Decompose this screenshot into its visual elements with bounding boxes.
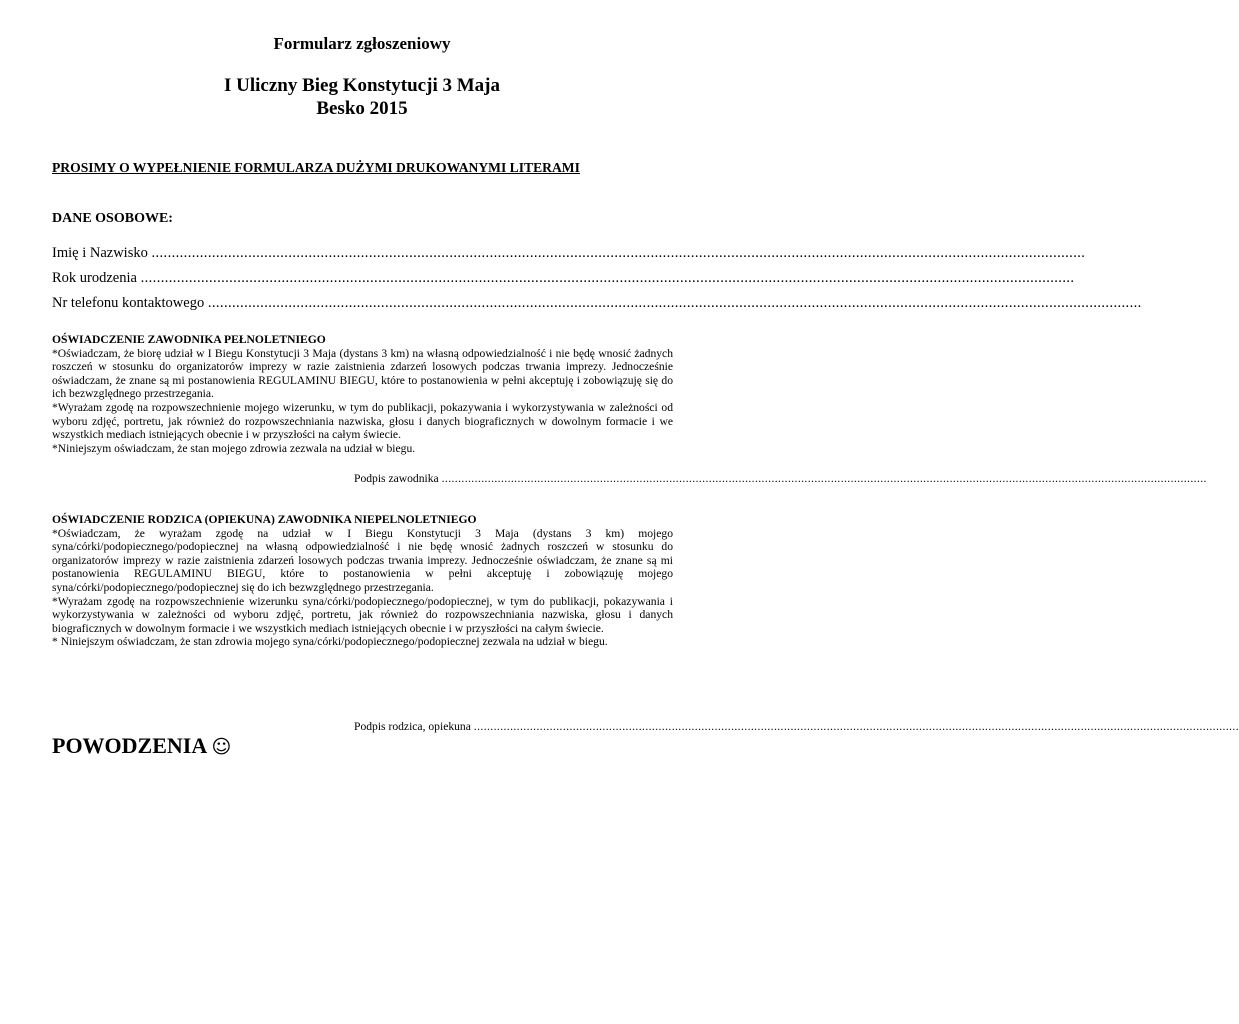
minor-statement-heading: OŚWIADCZENIE RODZICA (OPIEKUNA) ZAWODNIKA NIEPELNOLETNIEGO bbox=[52, 513, 477, 526]
minor-statement bbox=[52, 513, 673, 649]
minor-statement-paragraph: *Wyrażam zgodę na rozpowszechnienie wizerunku syna/córki/podopiecznego/podopiecznej, w tym do publikacji, pokazywania i wykorzystywania w zależności od wyboru zdjęć, portretu, jak również do rozpowszechniania nazwiska, głosu i danych biograficznych w dowolnym formacie i we wszystkich mediach istniejących obecnie i w przyszłości na całym świecie. bbox=[52, 594, 673, 635]
guardian-signature-line[interactable] bbox=[354, 720, 1239, 733]
birth-year-field-dots: ........................................................................................................................................................................................................................................ bbox=[140, 270, 1075, 286]
adult-statement bbox=[52, 333, 673, 455]
event-name: I Uliczny Bieg Konstytucji 3 Maja bbox=[223, 75, 500, 96]
form-title: Formularz zgłoszeniowy bbox=[273, 34, 451, 53]
guardian-signature-dots: ........................................................................................................................................................................................................................................ bbox=[473, 720, 1239, 733]
name-field[interactable] bbox=[52, 245, 1086, 262]
fill-instruction: PROSIMY O WYPEŁNIENIE FORMULARZA DUŻYMI DRUKOWANYMI LITERAMI bbox=[52, 160, 580, 175]
personal-data-heading: DANE OSOBOWE: bbox=[52, 211, 173, 226]
name-field-label: Imię i Nazwisko bbox=[52, 245, 148, 261]
event-place-year: Besko 2015 bbox=[316, 98, 408, 119]
adult-statement-paragraph: *Wyrażam zgodę na rozpowszechnienie mojego wizerunku, w tym do publikacji, pokazywania i wykorzystywania w zależności od wyboru zdjęć, portretu, jak również do rozpowszechniania nazwiska, głosu i danych biograficznych w dowolnym formacie i we wszystkich mediach istniejących obecnie i w przyszłości na całym świecie. bbox=[52, 400, 673, 442]
athlete-signature-line[interactable] bbox=[354, 472, 1207, 485]
closing-wish bbox=[52, 733, 231, 759]
closing-text: POWODZENIA bbox=[52, 733, 207, 758]
adult-statement-heading: OŚWIADCZENIE ZAWODNIKA PEŁNOLETNIEGO bbox=[52, 333, 326, 346]
minor-statement-paragraph: * Niniejszym oświadczam, że stan zdrowia mojego syna/córki/podopiecznego/podopiecznej zezwala na udział w biegu. bbox=[52, 635, 608, 649]
adult-statement-paragraph: *Oświadczam, że biorę udział w I Biegu Konstytucji 3 Maja (dystans 3 km) na własną odpowiedzialność i nie będę wnosić żadnych roszczeń w stosunku do organizatorów imprezy w razie zaistnienia zdarzeń losowych podczas trwania imprezy. Jednocześnie oświadczam, że znane są mi postanowienia REGULAMINU BIEGU, które to postanowienia w pełni akceptuję i zobowiązuję się do ich bezwzględnego przestrzegania. bbox=[52, 346, 673, 401]
name-field-dots: ........................................................................................................................................................................................................................................ bbox=[151, 245, 1086, 261]
phone-field-dots: ........................................................................................................................................................................................................................................ bbox=[207, 295, 1142, 311]
phone-field-label: Nr telefonu kontaktowego bbox=[52, 295, 205, 311]
phone-field[interactable] bbox=[52, 295, 1142, 312]
adult-statement-paragraph: *Niniejszym oświadczam, że stan mojego zdrowia zezwala na udział w biegu. bbox=[52, 441, 416, 455]
minor-statement-paragraph: *Oświadczam, że wyrażam zgodę na udział w I Biegu Konstytucji 3 Maja (dystans 3 km) mojego syna/córki/podopiecznego/podopiecznej na własną odpowiedzialność i nie będę wnosić żadnych roszczeń w stosunku do organizatorów imprezy w razie zaistnienia zdarzeń losowych podczas trwania imprezy. Jednocześnie oświadczam, że znane są mi postanowienia REGULAMINU BIEGU, które to postanowienia w pełni akceptuję i zobowiązuję mojego syna/córki/podopiecznego/podopiecznej się do ich bezwzględnego przestrzegania. bbox=[52, 526, 673, 594]
athlete-signature-label: Podpis zawodnika bbox=[354, 472, 439, 485]
birth-year-field-label: Rok urodzenia bbox=[52, 270, 137, 286]
birth-year-field[interactable] bbox=[52, 270, 1075, 287]
smiley-icon: ☺ bbox=[211, 736, 232, 758]
guardian-signature-label: Podpis rodzica, opiekuna bbox=[354, 720, 471, 733]
event-title bbox=[0, 74, 724, 120]
athlete-signature-dots: ........................................................................................................................................................................................................................................ bbox=[441, 472, 1207, 485]
